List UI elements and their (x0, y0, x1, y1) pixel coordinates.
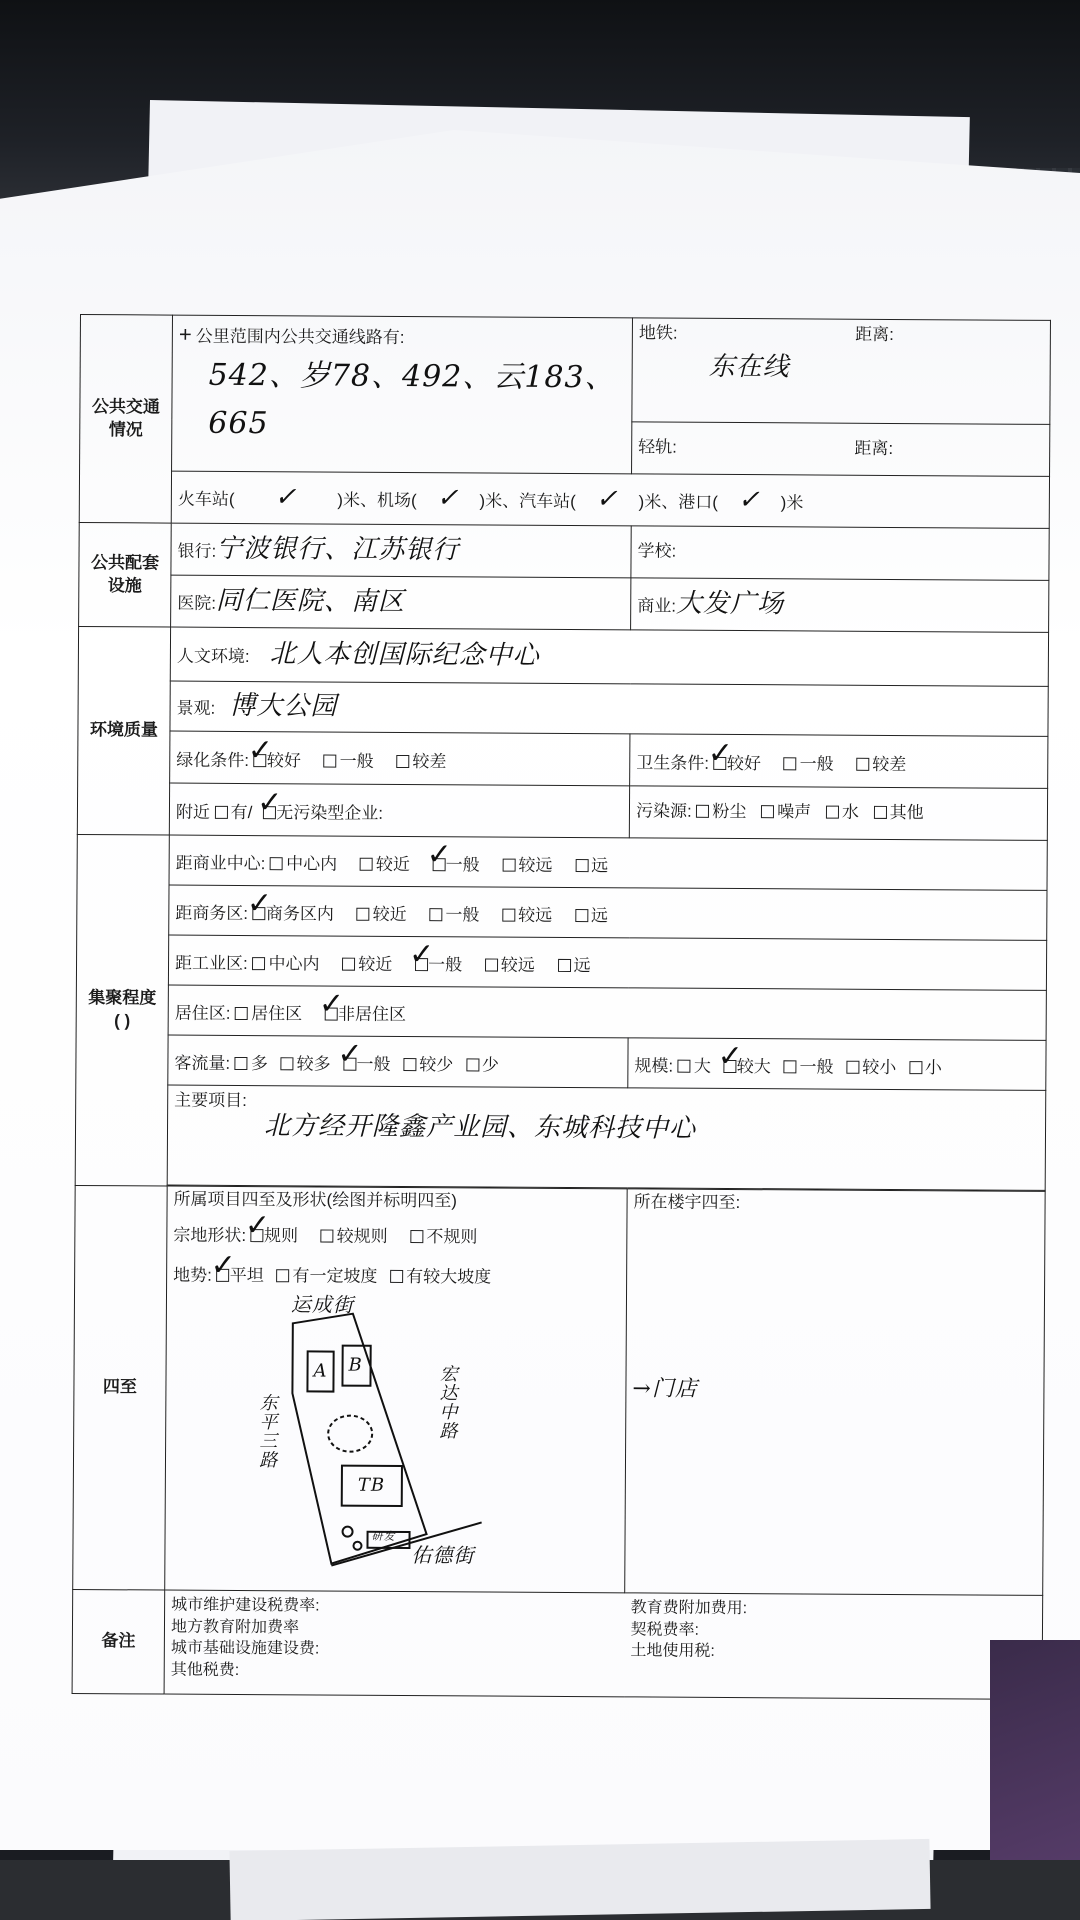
industrial-option-average[interactable]: ✓一般 (408, 937, 463, 975)
sketch-gate-label: 研发 (371, 1529, 396, 1543)
stations-cell (171, 471, 1049, 528)
sketch-east-label: 宏达中路 (436, 1364, 458, 1441)
scale-option-large[interactable]: 大 (678, 1056, 711, 1079)
range-prefix: + (178, 321, 192, 347)
metro-cell (632, 318, 1051, 425)
industrial-option-very-far[interactable]: 远 (557, 955, 590, 978)
scale-cell (628, 1038, 1046, 1091)
plaza-outline (328, 1415, 372, 1451)
green-option-average[interactable]: 一般 (324, 751, 374, 774)
bus-station-mark: ✓ (595, 484, 619, 515)
notes-right-cell (624, 1593, 1043, 1700)
commerce-label: 商业: (637, 596, 677, 616)
sketch-north-label: 运成街 (290, 1292, 355, 1317)
train-station-label: 火车站( (177, 489, 235, 509)
site-sketch (171, 1293, 613, 1586)
shape-label: 宗地形状: (173, 1225, 247, 1245)
commercial-label: 距商业中心: (175, 853, 266, 874)
sketch-block-b: B (348, 1354, 363, 1376)
notes-city-maintenance: 城市维护建设税费率: (171, 1596, 320, 1615)
industrial-label: 距工业区: (174, 953, 248, 974)
metro-label: 地铁: (638, 323, 678, 343)
business-option-far[interactable]: 较远 (502, 905, 552, 928)
residential-label: 居住区: (174, 1003, 231, 1024)
transport-section-label: 公共交通情况 (79, 315, 172, 524)
landscape-label: 景观: (176, 698, 216, 718)
airport-label: )米、机场( (337, 490, 417, 511)
hygiene-label: 卫生条件: (636, 753, 710, 774)
projects-cell (167, 1085, 1046, 1190)
bank-cell (171, 523, 631, 578)
culture-value: 北人本创国际纪念中心 (269, 639, 540, 671)
environment-section-label: 环境质量 (77, 626, 170, 835)
sketch-west-label: 东平三路 (256, 1393, 278, 1470)
bank-label: 银行: (177, 541, 217, 561)
landscape-cell (170, 681, 1048, 736)
industrial-option-far[interactable]: 较远 (485, 955, 535, 978)
shape-option-regular[interactable]: ✓规则 (244, 1207, 299, 1246)
pollution-option-dust[interactable]: 粉尘 (696, 801, 746, 824)
green-option-poor[interactable]: 较差 (396, 751, 446, 774)
pollution-cell (629, 786, 1047, 841)
hygiene-cell (630, 734, 1048, 789)
agglomeration-section-label: 集聚程度 ( ) (75, 834, 169, 1186)
traffic-option-less[interactable]: 较少 (403, 1054, 453, 1077)
pollution-label: 污染源: (635, 801, 692, 821)
industrial-option-center[interactable]: 中心内 (252, 953, 319, 976)
landscape-value: 博大公园 (229, 690, 338, 722)
notes-local-education: 地方教育附加费率 (170, 1618, 300, 1636)
hygiene-option-poor[interactable]: 较差 (856, 754, 906, 777)
scale-option-larger[interactable]: ✓较大 (717, 1039, 771, 1077)
projects-value: 北方经开隆鑫产业园、东城科技中心 (263, 1111, 697, 1144)
hygiene-option-average[interactable]: 一般 (784, 754, 834, 777)
culture-cell (170, 627, 1048, 686)
industrial-option-near[interactable]: 较近 (342, 954, 392, 977)
facilities-section-label: 公共配套设施 (79, 522, 172, 627)
pollution-option-water[interactable]: 水 (826, 802, 859, 825)
traffic-option-more[interactable]: 较多 (281, 1053, 331, 1076)
scale-label: 规模: (634, 1056, 674, 1076)
terrain-label: 地势: (173, 1266, 212, 1286)
commerce-cell (631, 578, 1049, 633)
port-mark: ✓ (737, 484, 761, 516)
scale-option-small[interactable]: 小 (909, 1057, 942, 1080)
traffic-label: 客流量: (174, 1053, 231, 1074)
scale-option-average[interactable]: 一般 (783, 1057, 833, 1080)
agglomeration-paren: ( ) (114, 1011, 131, 1031)
routes-line-1: 542、岁78、492、云183、 (208, 357, 616, 395)
building-boundaries-label: 所在楼宇四至: (633, 1192, 741, 1213)
business-distance-cell (169, 885, 1047, 940)
residential-option-inside[interactable]: 居住区 (235, 1003, 302, 1026)
terrain-option-slight-slope[interactable]: 有一定坡度 (276, 1266, 377, 1290)
hygiene-option-good[interactable]: ✓较好 (707, 736, 761, 774)
nearby-label: 附近 (175, 802, 211, 823)
traffic-option-few[interactable]: 少 (466, 1055, 499, 1078)
notes-land-use-tax: 土地使用税: (630, 1642, 715, 1661)
boundaries-section-label: 四至 (73, 1185, 167, 1590)
routes-label: 公里范围内公共交通线路有: (195, 326, 405, 347)
nearby-cell (169, 783, 629, 838)
notes-section-label: 备注 (72, 1589, 165, 1694)
light-rail-cell (632, 422, 1050, 477)
building-boundaries-value: →门店 (632, 1376, 698, 1402)
business-label: 距商务区: (175, 903, 249, 924)
sketch-block-a: A (313, 1360, 328, 1382)
notes-deed-tax: 契税费率: (630, 1620, 699, 1639)
commercial-option-average[interactable]: ✓一般 (426, 837, 480, 875)
commercial-option-near[interactable]: 较近 (360, 854, 410, 877)
nearby-option-no[interactable]: ✓无污染型企业: (257, 785, 384, 824)
pollution-option-noise[interactable]: 噪声 (761, 801, 811, 824)
traffic-option-average[interactable]: ✓一般 (337, 1036, 391, 1075)
project-boundaries-title: 所属项目四至及形状(绘图并标明四至) (173, 1189, 457, 1211)
meter-unit: )米 (780, 493, 804, 513)
routes-cell (172, 315, 633, 474)
airport-mark: ✓ (436, 483, 460, 514)
residential-cell (168, 985, 1046, 1040)
industrial-distance-cell (168, 935, 1046, 990)
business-option-near[interactable]: 较近 (357, 904, 407, 927)
notes-infrastructure: 城市基础设施建设费: (170, 1639, 320, 1658)
sketch-block-c: TB (357, 1474, 386, 1496)
pollution-option-other[interactable]: 其他 (874, 802, 924, 825)
bank-value: 宁波银行、江苏银行 (216, 533, 460, 566)
hospital-label: 医院: (177, 593, 217, 613)
shape-option-fairly-regular[interactable]: 较规则 (321, 1225, 388, 1248)
light-rail-distance-label: 距离: (854, 438, 894, 459)
hospital-value: 同仁医院、南区 (215, 585, 406, 617)
light-rail-label: 轻轨: (638, 437, 677, 457)
culture-label: 人文环境: (176, 646, 250, 666)
notes-education-surcharge: 教育费附加费用: (630, 1599, 748, 1618)
traffic-option-many[interactable]: 多 (235, 1053, 268, 1076)
survey-form (72, 314, 1060, 1700)
shape-option-irregular[interactable]: 不规则 (410, 1226, 477, 1249)
port-label: )米、港口( (638, 492, 718, 512)
business-option-inside[interactable]: ✓商务区内 (246, 886, 335, 924)
commercial-option-far[interactable]: 较远 (502, 855, 552, 878)
scale-option-smaller[interactable]: 较小 (846, 1057, 896, 1080)
survey-table (72, 314, 1051, 1700)
commerce-value: 大发广场 (675, 588, 785, 620)
metro-distance-label: 距离: (855, 324, 894, 344)
commercial-option-very-far[interactable]: 远 (575, 855, 608, 878)
traffic-cell (168, 1035, 628, 1088)
marker-circle-2 (353, 1542, 361, 1550)
bottom-paper-stack (229, 1839, 930, 1920)
school-label: 学校: (637, 541, 677, 561)
notes-left-cell (164, 1590, 625, 1697)
residential-option-outside[interactable]: ✓非居住区 (318, 986, 407, 1025)
commercial-option-center[interactable]: 中心内 (270, 853, 337, 876)
terrain-option-steep-slope[interactable]: 有较大坡度 (390, 1266, 491, 1290)
green-label: 绿化条件: (176, 750, 250, 771)
metro-value: 东在线 (708, 351, 790, 383)
terrain-option-flat[interactable]: ✓平坦 (210, 1248, 264, 1286)
notes-other-taxes: 其他税费: (170, 1661, 240, 1679)
hospital-cell (171, 575, 631, 630)
building-boundaries-cell (625, 1189, 1045, 1596)
sketch-south-label: 佑德街 (411, 1542, 475, 1568)
green-cell (170, 731, 630, 786)
project-boundaries-cell (165, 1186, 627, 1593)
marker-circle-1 (343, 1527, 353, 1537)
train-station-mark: ✓ (274, 482, 298, 513)
commercial-distance-cell (169, 835, 1047, 890)
business-option-average[interactable]: 一般 (429, 904, 479, 927)
school-cell (631, 526, 1049, 581)
bus-station-label: )米、汽车站( (479, 491, 576, 511)
green-option-good[interactable]: ✓较好 (247, 733, 301, 771)
nearby-option-yes[interactable]: 有/ (215, 802, 253, 825)
projects-label: 主要项目: (174, 1090, 247, 1111)
routes-line-2: 665 (208, 405, 269, 442)
business-option-very-far[interactable]: 远 (575, 905, 608, 928)
